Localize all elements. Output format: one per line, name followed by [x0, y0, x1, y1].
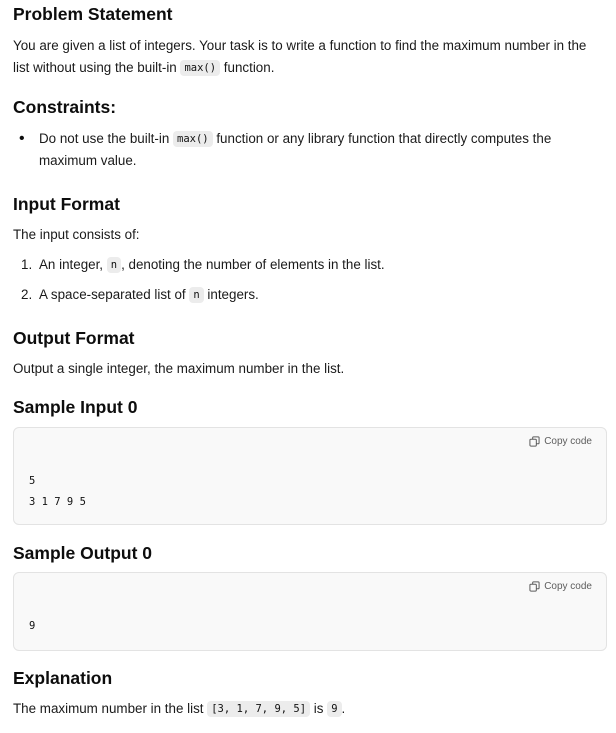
inline-code: 9 [327, 701, 341, 717]
input-format-intro: The input consists of: [13, 227, 140, 242]
copy-icon [529, 581, 540, 592]
inline-code: max() [180, 60, 220, 76]
inline-code: max() [173, 131, 213, 147]
inline-code: n [107, 257, 121, 273]
explanation-heading: Explanation [13, 668, 113, 688]
output-format-heading: Output Format [13, 328, 135, 348]
code-line: 5 [29, 475, 36, 487]
sample-output-code-block [13, 572, 607, 651]
constraints-heading: Constraints: [13, 97, 117, 117]
output-format-text: Output a single integer, the maximum number in the list. [13, 361, 345, 376]
copy-code-button[interactable]: Copy code [529, 436, 592, 447]
bullet-icon: • [19, 130, 25, 147]
input-format-heading: Input Format [13, 194, 120, 214]
sample-input-heading: Sample Input 0 [13, 397, 138, 417]
sample-input-code-block [13, 427, 607, 525]
problem-statement-text: You are given a list of integers. Your task is to write a function to find the maximum number in the list without using the built-in max() function. [13, 38, 587, 75]
code-line: 3 1 7 9 5 [29, 496, 86, 508]
copy-code-button[interactable]: Copy code [529, 581, 592, 592]
code-line: 9 [29, 620, 36, 632]
inline-code: [3, 1, 7, 9, 5] [207, 701, 310, 717]
inline-code: n [189, 287, 203, 303]
explanation-text: The maximum number in the list [3, 1, 7, 9, 5] is 9 . [13, 701, 346, 716]
sample-output-heading: Sample Output 0 [13, 543, 153, 563]
problem-statement-heading: Problem Statement [13, 4, 173, 24]
constraint-item: Do not use the built-in max() function or any library function that directly computes the maximum value. [39, 131, 552, 168]
copy-icon [529, 436, 540, 447]
